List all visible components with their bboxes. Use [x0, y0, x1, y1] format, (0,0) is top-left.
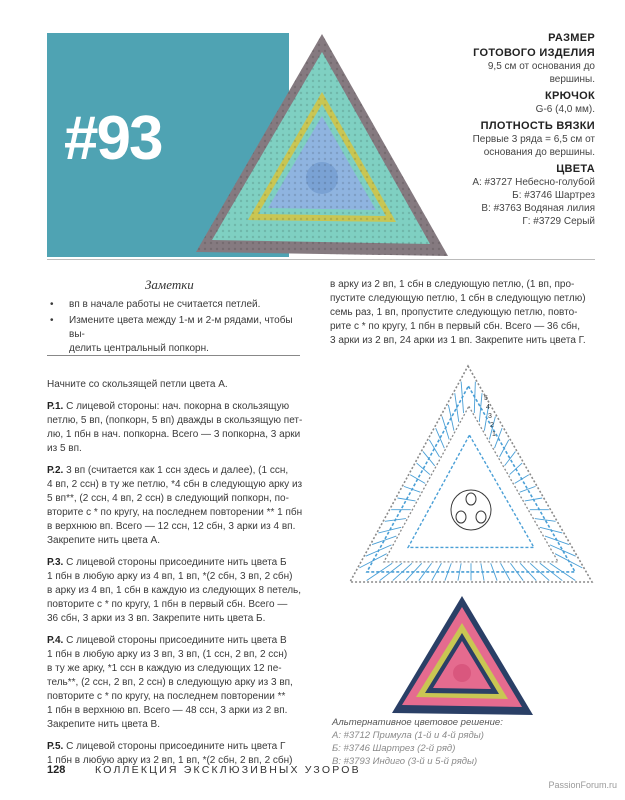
- chart-stitch: [545, 536, 569, 544]
- chart-round-4: [367, 386, 575, 572]
- row-line: лю, 1 пбн в нач. попкорна. Всего — 3 попкорна, 3 арки: [47, 429, 301, 440]
- chart-row-label: 3: [488, 413, 492, 420]
- notes-title: Заметки: [145, 277, 194, 292]
- book-title: КОЛЛЕКЦИЯ ЭКСКЛЮЗИВНЫХ УЗОРОВ: [95, 764, 361, 776]
- chart-popcorn: [466, 493, 476, 505]
- color-d: Г: #3729 Серый: [522, 216, 595, 227]
- alt-line: А: #3712 Примула (1-й и 4-й ряды): [332, 730, 484, 741]
- instruction-row: [47, 400, 309, 456]
- chart-stitch: [455, 393, 459, 422]
- row-line: петлю, 5 вп, (попкорн, 5 вп) дважды в скользящую пет-: [47, 415, 303, 426]
- note-line: делить центральный попкорн.: [69, 343, 209, 354]
- alt-line: Б: #3746 Шартрез (2-й ряд): [332, 743, 456, 754]
- color-a: А: #3727 Небесно-голубой: [472, 177, 595, 188]
- row-line: 1 пбн в любую арку из 4 вп, 1 вп, *(2 сбн, 3 вп, 2 сбн): [47, 571, 293, 582]
- chart-stitch: [445, 563, 451, 580]
- row-line: из 5 вп.: [47, 443, 82, 454]
- row-line: тель**, (2 ссн, 2 вп, 2 ссн) в следующую арку из 3 вп,: [47, 677, 293, 688]
- row-label: Р.5.: [47, 741, 64, 752]
- row-line: в арку из 4 вп, 1 сбн в каждую из следующих 8 петель,: [47, 585, 302, 596]
- row-line: 4 вп, 2 ссн) в ту же петлю, *4 сбн в следующую арку из: [47, 479, 303, 490]
- text-line: семь раз, 1 вп, пропустите следующую петлю, повто-: [330, 307, 578, 318]
- chart-stitch: [520, 486, 536, 492]
- alt-center-popcorn: [453, 664, 471, 682]
- text-line: рите с * по кругу, 1 пбн в первый сбн. Всего — 36 сбн,: [330, 321, 580, 332]
- rows-container: [47, 400, 309, 768]
- watermark: PassionForum.ru: [548, 780, 617, 790]
- row-line: С лицевой стороны присоедините нить цвета Г: [66, 741, 286, 752]
- hook-heading: КРЮЧОК: [544, 90, 595, 102]
- chart-popcorn: [476, 511, 486, 523]
- row-line: повторите с * по кругу, 1 пбн в первый сбн. Всего —: [47, 599, 288, 610]
- chart-stitch: [510, 463, 523, 474]
- chart-stitch: [515, 475, 529, 484]
- color-c: В: #3763 Водяная лилия: [481, 203, 595, 214]
- row-line: 1 пбн в верхнюю вп. Всего — 48 ссн, 3 арки из 2 вп.: [47, 705, 288, 716]
- row-line: С лицевой стороны: нач. покорна в скользящую: [66, 401, 290, 412]
- hook-value: G-6 (4,0 мм).: [535, 104, 595, 115]
- pattern-number: #93: [64, 104, 162, 173]
- row-line: 5 вп**, (2 ссн, 4 вп, 2 ссн) в следующий попкорн, по-: [47, 493, 289, 504]
- text-line: пустите следующую петлю, 1 сбн в следующую петлю): [330, 293, 586, 304]
- chart-row-label: 5: [484, 395, 488, 402]
- chart-row-label: 1: [492, 431, 496, 438]
- chart-stitch: [474, 382, 475, 413]
- alt-motif-photo: [390, 593, 535, 718]
- row-line: Закрепите нить цвета А.: [47, 535, 160, 546]
- note-line: Измените цвета между 1-м и 2-м рядами, чтобы вы-: [69, 315, 293, 340]
- chart-stitch: [378, 527, 401, 533]
- chart-stitch: [448, 405, 454, 431]
- instruction-row: [47, 556, 309, 626]
- row-label: Р.4.: [47, 635, 64, 646]
- gauge-value-2: основания до вершины.: [483, 147, 595, 158]
- row-label: Р.2.: [47, 465, 64, 476]
- chart-stitch: [423, 451, 435, 465]
- alt-line: В: #3793 Индиго (3-й и 5-й ряды): [332, 756, 478, 767]
- row-line: Закрепите нить цвета В.: [47, 719, 160, 730]
- row-label: Р.1.: [47, 401, 64, 412]
- chart-center-ring: [451, 490, 491, 530]
- gauge-heading: ПЛОТНОСТЬ ВЯЗКИ: [480, 120, 595, 132]
- colors-heading: ЦВЕТА: [556, 163, 595, 175]
- crochet-chart: [340, 360, 602, 588]
- row-line: С лицевой стороны присоедините нить цвета В: [66, 635, 287, 646]
- row-line: повторите с * по кругу, на последнем повторении **: [47, 691, 286, 702]
- intro-text: Начните со скользящей петли цвета А.: [47, 379, 228, 390]
- chart-stitch: [540, 527, 562, 533]
- row-line: в верхнюю вп. Всего — 12 ссн, 12 сбн, 3 арки из 4 вп.: [47, 521, 296, 532]
- alt-colorway-caption: [332, 716, 592, 768]
- notes-list: [47, 298, 302, 358]
- note-item: [47, 314, 302, 356]
- notes-divider: [47, 355, 300, 356]
- text-line: в арку из 2 вп, 1 сбн в следующую петлю, (1 вп, про-: [330, 279, 575, 290]
- chart-stitch: [417, 463, 430, 474]
- instruction-row: [47, 464, 309, 548]
- chart-stitch: [500, 440, 509, 457]
- note-item: • вп в начале работы не считается петлей.: [47, 298, 302, 312]
- row-line: 1 пбн в любую арку из 2 вп, 1 вп, *(2 сбн, 2 вп, 2 сбн): [47, 755, 293, 766]
- specs-panel: [395, 30, 595, 232]
- row5-continuation: [330, 278, 598, 348]
- chart-stitch: [419, 563, 432, 580]
- chart-row-label: 4: [486, 404, 490, 411]
- page-number: 128: [47, 764, 66, 776]
- alt-title: Альтернативное цветовое решение:: [332, 717, 503, 728]
- row-line: вторите с * по кругу, на последнем повторении ** 1 пбн: [47, 507, 303, 518]
- gauge-value: Первые 3 ряда = 6,5 см от: [472, 134, 595, 145]
- color-b: Б: #3746 Шартрез: [512, 190, 595, 201]
- chart-stitch: [442, 417, 449, 440]
- text-line: 3 арки из 2 вп, 24 арки из 1 вп. Закрепите нить цвета Г.: [330, 335, 586, 346]
- chart-round-3: [384, 406, 558, 562]
- chart-popcorn: [456, 511, 466, 523]
- chart-stitch: [404, 486, 420, 492]
- chart-stitch: [372, 536, 396, 544]
- chart-stitch: [555, 554, 582, 568]
- section-divider: [47, 259, 595, 260]
- size-value-2: вершины.: [549, 74, 595, 85]
- chart-stitch: [479, 393, 482, 422]
- row-line: С лицевой стороны присоедините нить цвета Б: [66, 557, 287, 568]
- row-line: 1 пбн в любую арку из 3 вп, 3 вп, (1 ссн, 2 вп, 2 ссн): [47, 649, 288, 660]
- chart-stitch: [505, 451, 516, 465]
- row-label: Р.3.: [47, 557, 64, 568]
- size-heading: РАЗМЕР: [548, 32, 595, 44]
- size-value: 9,5 см от основания до: [487, 61, 595, 72]
- chart-row-label: 2: [490, 422, 494, 429]
- row-line: 3 вп (считается как 1 ссн здесь и далее), (1 ссн,: [66, 465, 289, 476]
- chart-stitch: [410, 475, 425, 484]
- instructions: [47, 378, 309, 776]
- row-line: 36 сбн, 3 арки из 3 вп. Закрепите нить цвета Б.: [47, 613, 266, 624]
- instruction-row: [47, 634, 309, 732]
- chart-round-5: [350, 366, 592, 582]
- size-heading-2: ГОТОВОГО ИЗДЕЛИЯ: [473, 47, 595, 59]
- row-line: в ту же арку, *1 ссн в каждую из следующих 12 пе-: [47, 663, 282, 674]
